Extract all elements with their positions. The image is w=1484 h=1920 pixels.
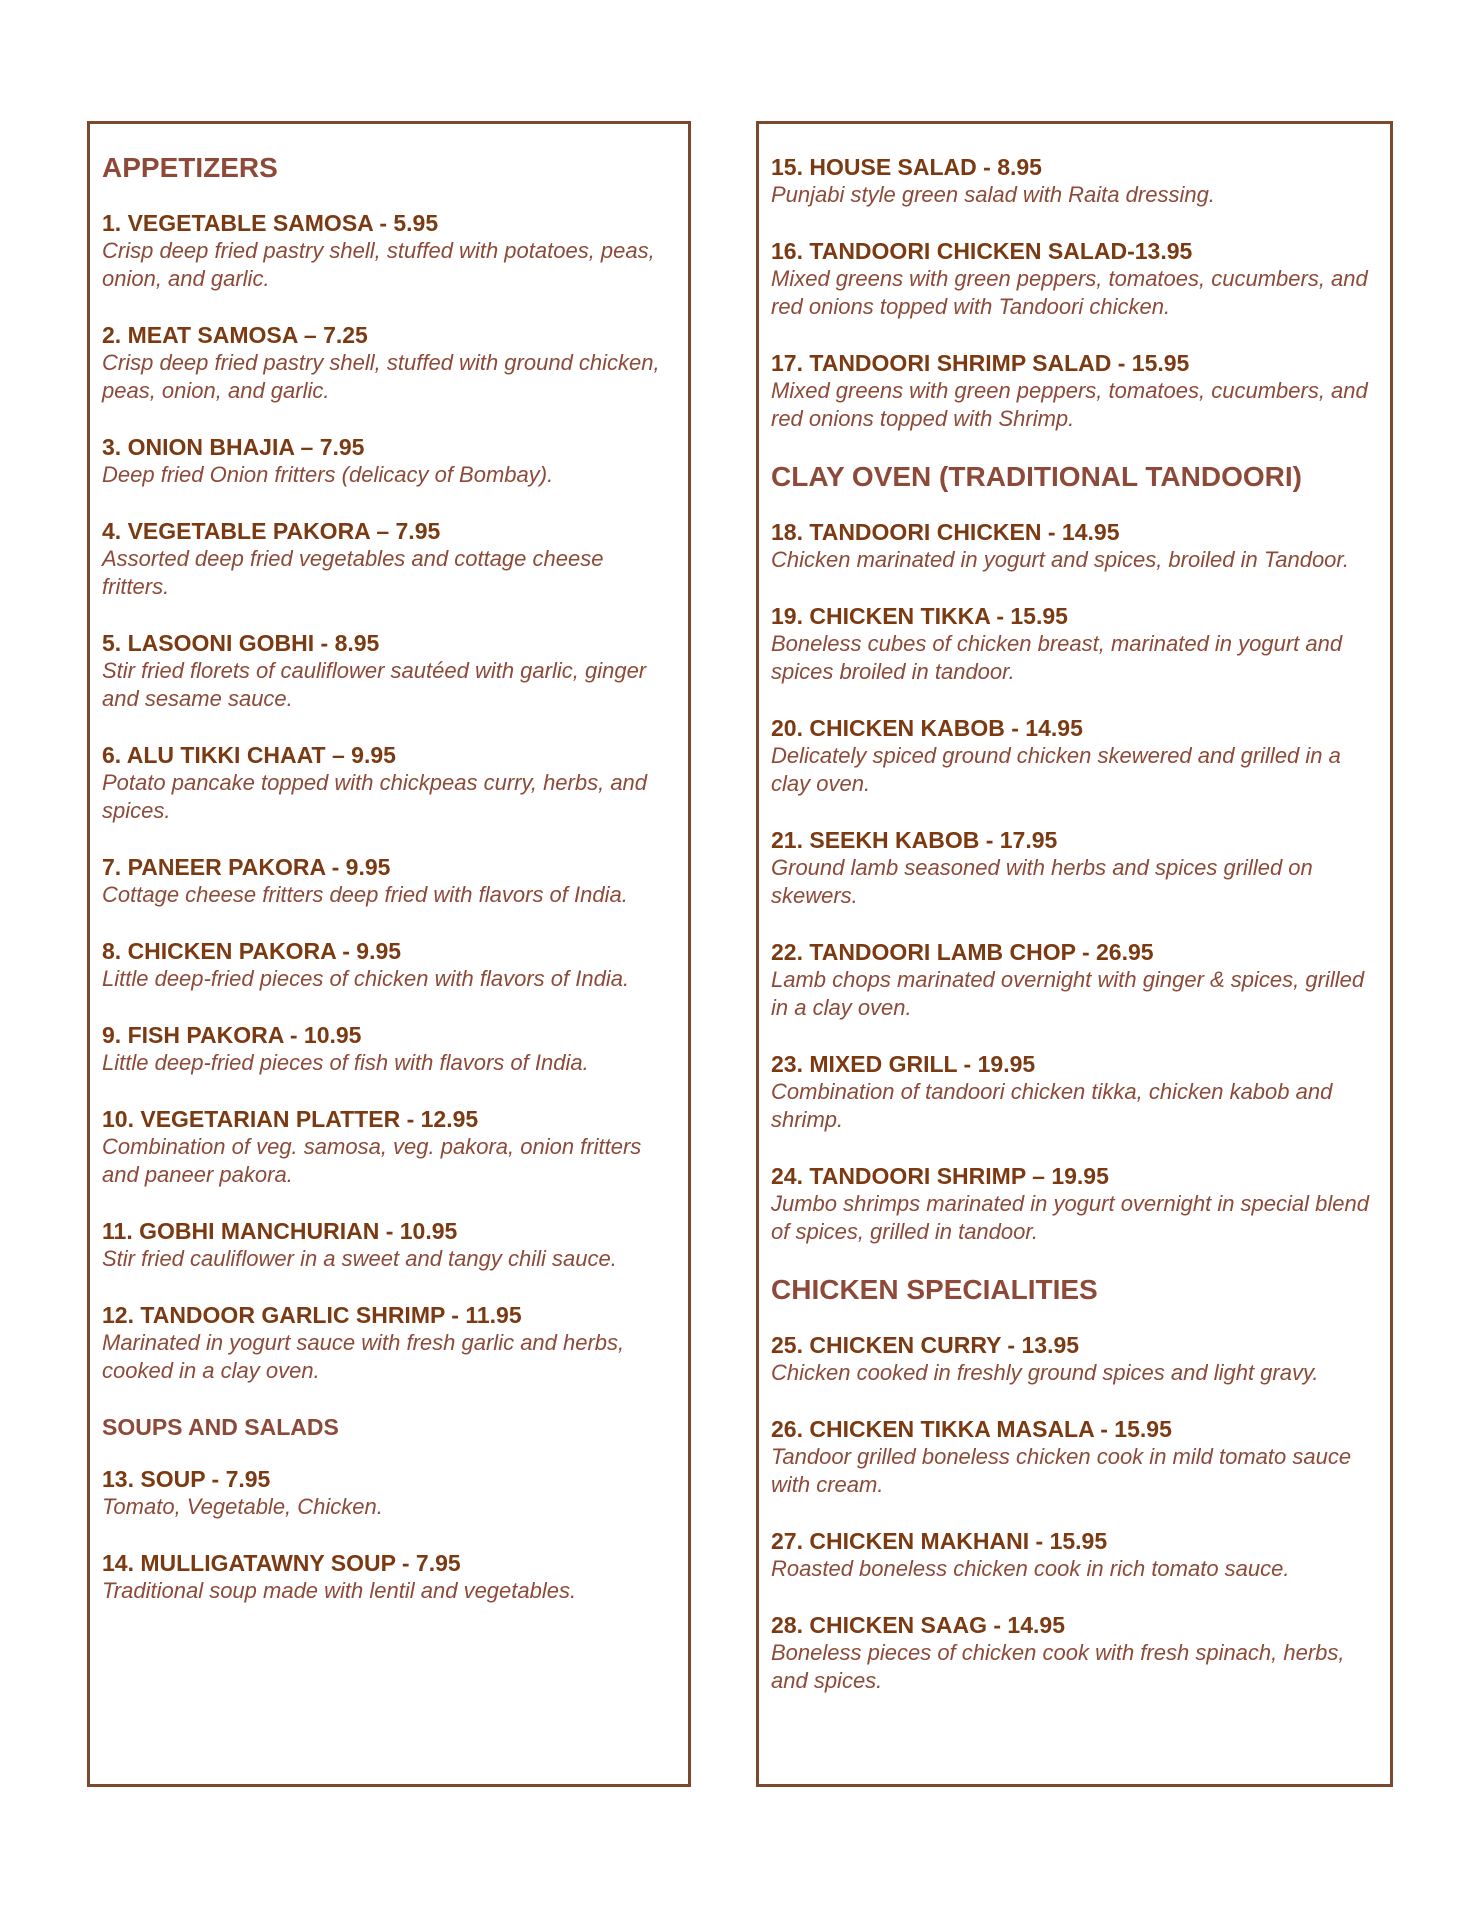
menu-item — [102, 321, 676, 405]
menu-item — [771, 1415, 1378, 1499]
menu-item — [771, 1527, 1378, 1583]
salads-list — [771, 153, 1378, 433]
chicken-specialities-list — [771, 1331, 1378, 1695]
appetizers-list — [102, 209, 676, 1385]
menu-item-title: 8. CHICKEN PAKORA - 9.95 — [102, 938, 402, 964]
menu-item-description: Boneless cubes of chicken breast, marinated in yogurt and spices broiled in tandoor. — [771, 631, 1343, 684]
menu-item-title: 10. VEGETARIAN PLATTER - 12.95 — [102, 1106, 479, 1132]
menu-item-title: 17. TANDOORI SHRIMP SALAD - 15.95 — [771, 350, 1190, 376]
menu-item-title: 27. CHICKEN MAKHANI - 15.95 — [771, 1528, 1108, 1554]
menu-item — [102, 1465, 676, 1521]
menu-item — [771, 1162, 1378, 1246]
menu-item-title: 19. CHICKEN TIKKA - 15.95 — [771, 603, 1068, 629]
menu-item-title: 22. TANDOORI LAMB CHOP - 26.95 — [771, 939, 1154, 965]
menu-item — [102, 433, 676, 489]
menu-item-title: 20. CHICKEN KABOB - 14.95 — [771, 715, 1083, 741]
menu-item-description: Combination of tandoori chicken tikka, chicken kabob and shrimp. — [771, 1079, 1333, 1132]
clay-oven-list — [771, 518, 1378, 1246]
menu-item-title: 18. TANDOORI CHICKEN - 14.95 — [771, 519, 1120, 545]
menu-item-title: 21. SEEKH KABOB - 17.95 — [771, 827, 1058, 853]
menu-item — [102, 741, 676, 825]
menu-item — [102, 1549, 676, 1605]
section-heading-chicken-specialities: CHICKEN SPECIALITIES — [771, 1274, 1098, 1305]
menu-item — [102, 1217, 676, 1273]
menu-item-description: Ground lamb seasoned with herbs and spices grilled on skewers. — [771, 855, 1313, 908]
menu-item-description: Stir fried cauliflower in a sweet and tangy chili sauce. — [102, 1246, 617, 1271]
menu-item — [102, 937, 676, 993]
menu-item-description: Punjabi style green salad with Raita dressing. — [771, 182, 1215, 207]
menu-item-description: Marinated in yogurt sauce with fresh garlic and herbs, cooked in a clay oven. — [102, 1330, 625, 1383]
menu-item — [771, 1611, 1378, 1695]
menu-item-description: Little deep-fried pieces of fish with flavors of India. — [102, 1050, 589, 1075]
menu-item-title: 12. TANDOOR GARLIC SHRIMP - 11.95 — [102, 1302, 522, 1328]
menu-item-description: Roasted boneless chicken cook in rich tomato sauce. — [771, 1556, 1290, 1581]
menu-item-description: Tomato, Vegetable, Chicken. — [102, 1494, 383, 1519]
menu-item-title: 23. MIXED GRILL - 19.95 — [771, 1051, 1036, 1077]
menu-item-description: Potato pancake topped with chickpeas curry, herbs, and spices. — [102, 770, 648, 823]
menu-item-title: 3. ONION BHAJIA – 7.95 — [102, 434, 365, 460]
menu-item-description: Cottage cheese fritters deep fried with flavors of India. — [102, 882, 628, 907]
menu-item-description: Crisp deep fried pastry shell, stuffed with ground chicken, peas, onion, and garlic. — [102, 350, 660, 403]
menu-column-right — [756, 121, 1393, 1787]
menu-item-description: Lamb chops marinated overnight with ginger & spices, grilled in a clay oven. — [771, 967, 1365, 1020]
menu-item — [771, 826, 1378, 910]
menu-item-title: 11. GOBHI MANCHURIAN - 10.95 — [102, 1218, 458, 1244]
menu-item — [771, 349, 1378, 433]
menu-item-description: Crisp deep fried pastry shell, stuffed with potatoes, peas, onion, and garlic. — [102, 238, 655, 291]
menu-item-title: 28. CHICKEN SAAG - 14.95 — [771, 1612, 1065, 1638]
menu-item-title: 16. TANDOORI CHICKEN SALAD-13.95 — [771, 238, 1193, 264]
menu-item-description: Traditional soup made with lentil and vegetables. — [102, 1578, 577, 1603]
menu-item-description: Boneless pieces of chicken cook with fresh spinach, herbs, and spices. — [771, 1640, 1345, 1693]
menu-item-description: Chicken cooked in freshly ground spices and light gravy. — [771, 1360, 1319, 1385]
section-heading-appetizers: APPETIZERS — [102, 152, 278, 183]
menu-item — [771, 518, 1378, 574]
menu-item-title: 13. SOUP - 7.95 — [102, 1466, 271, 1492]
menu-item — [102, 1021, 676, 1077]
menu-item-description: Mixed greens with green peppers, tomatoes, cucumbers, and red onions topped with Tandoori chicken. — [771, 266, 1368, 319]
menu-item-title: 1. VEGETABLE SAMOSA - 5.95 — [102, 210, 439, 236]
menu-item — [771, 714, 1378, 798]
menu-item — [102, 629, 676, 713]
menu-item — [102, 209, 676, 293]
menu-item-title: 24. TANDOORI SHRIMP – 19.95 — [771, 1163, 1109, 1189]
menu-item-title: 25. CHICKEN CURRY - 13.95 — [771, 1332, 1080, 1358]
menu-item-description: Jumbo shrimps marinated in yogurt overnight in special blend of spices, grilled in tandoor. — [771, 1191, 1369, 1244]
menu-item-title: 7. PANEER PAKORA - 9.95 — [102, 854, 391, 880]
menu-item-description: Chicken marinated in yogurt and spices, broiled in Tandoor. — [771, 547, 1350, 572]
menu-item-title: 26. CHICKEN TIKKA MASALA - 15.95 — [771, 1416, 1172, 1442]
menu-item-title: 4. VEGETABLE PAKORA – 7.95 — [102, 518, 441, 544]
menu-item — [102, 1301, 676, 1385]
menu-item-description: Little deep-fried pieces of chicken with flavors of India. — [102, 966, 630, 991]
menu-item — [771, 237, 1378, 321]
menu-item-description: Mixed greens with green peppers, tomatoes, cucumbers, and red onions topped with Shrimp. — [771, 378, 1368, 431]
menu-item-title: 15. HOUSE SALAD - 8.95 — [771, 154, 1042, 180]
menu-item-title: 5. LASOONI GOBHI - 8.95 — [102, 630, 380, 656]
menu-item — [102, 1105, 676, 1189]
menu-item-title: 14. MULLIGATAWNY SOUP - 7.95 — [102, 1550, 461, 1576]
section-heading-clay-oven: CLAY OVEN (TRADITIONAL TANDOORI) — [771, 461, 1302, 492]
menu-item — [771, 1050, 1378, 1134]
menu-item-description: Delicately spiced ground chicken skewered and grilled in a clay oven. — [771, 743, 1341, 796]
soups-list — [102, 1465, 676, 1605]
menu-item — [102, 853, 676, 909]
menu-item — [771, 1331, 1378, 1387]
menu-column-left — [87, 121, 691, 1787]
menu-item — [102, 517, 676, 601]
menu-item-description: Stir fried florets of cauliflower sautéed with garlic, ginger and sesame sauce. — [102, 658, 647, 711]
menu-item-description: Assorted deep fried vegetables and cottage cheese fritters. — [102, 546, 604, 599]
menu-item-description: Combination of veg. samosa, veg. pakora, onion fritters and paneer pakora. — [102, 1134, 642, 1187]
menu-item-title: 6. ALU TIKKI CHAAT – 9.95 — [102, 742, 396, 768]
section-heading-soups-and-salads: SOUPS AND SALADS — [102, 1414, 339, 1440]
menu-item-title: 2. MEAT SAMOSA – 7.25 — [102, 322, 368, 348]
menu-item — [771, 602, 1378, 686]
menu-item-description: Tandoor grilled boneless chicken cook in mild tomato sauce with cream. — [771, 1444, 1352, 1497]
menu-item-title: 9. FISH PAKORA - 10.95 — [102, 1022, 362, 1048]
menu-item-description: Deep fried Onion fritters (delicacy of Bombay). — [102, 462, 554, 487]
menu-item — [771, 153, 1378, 209]
menu-item — [771, 938, 1378, 1022]
